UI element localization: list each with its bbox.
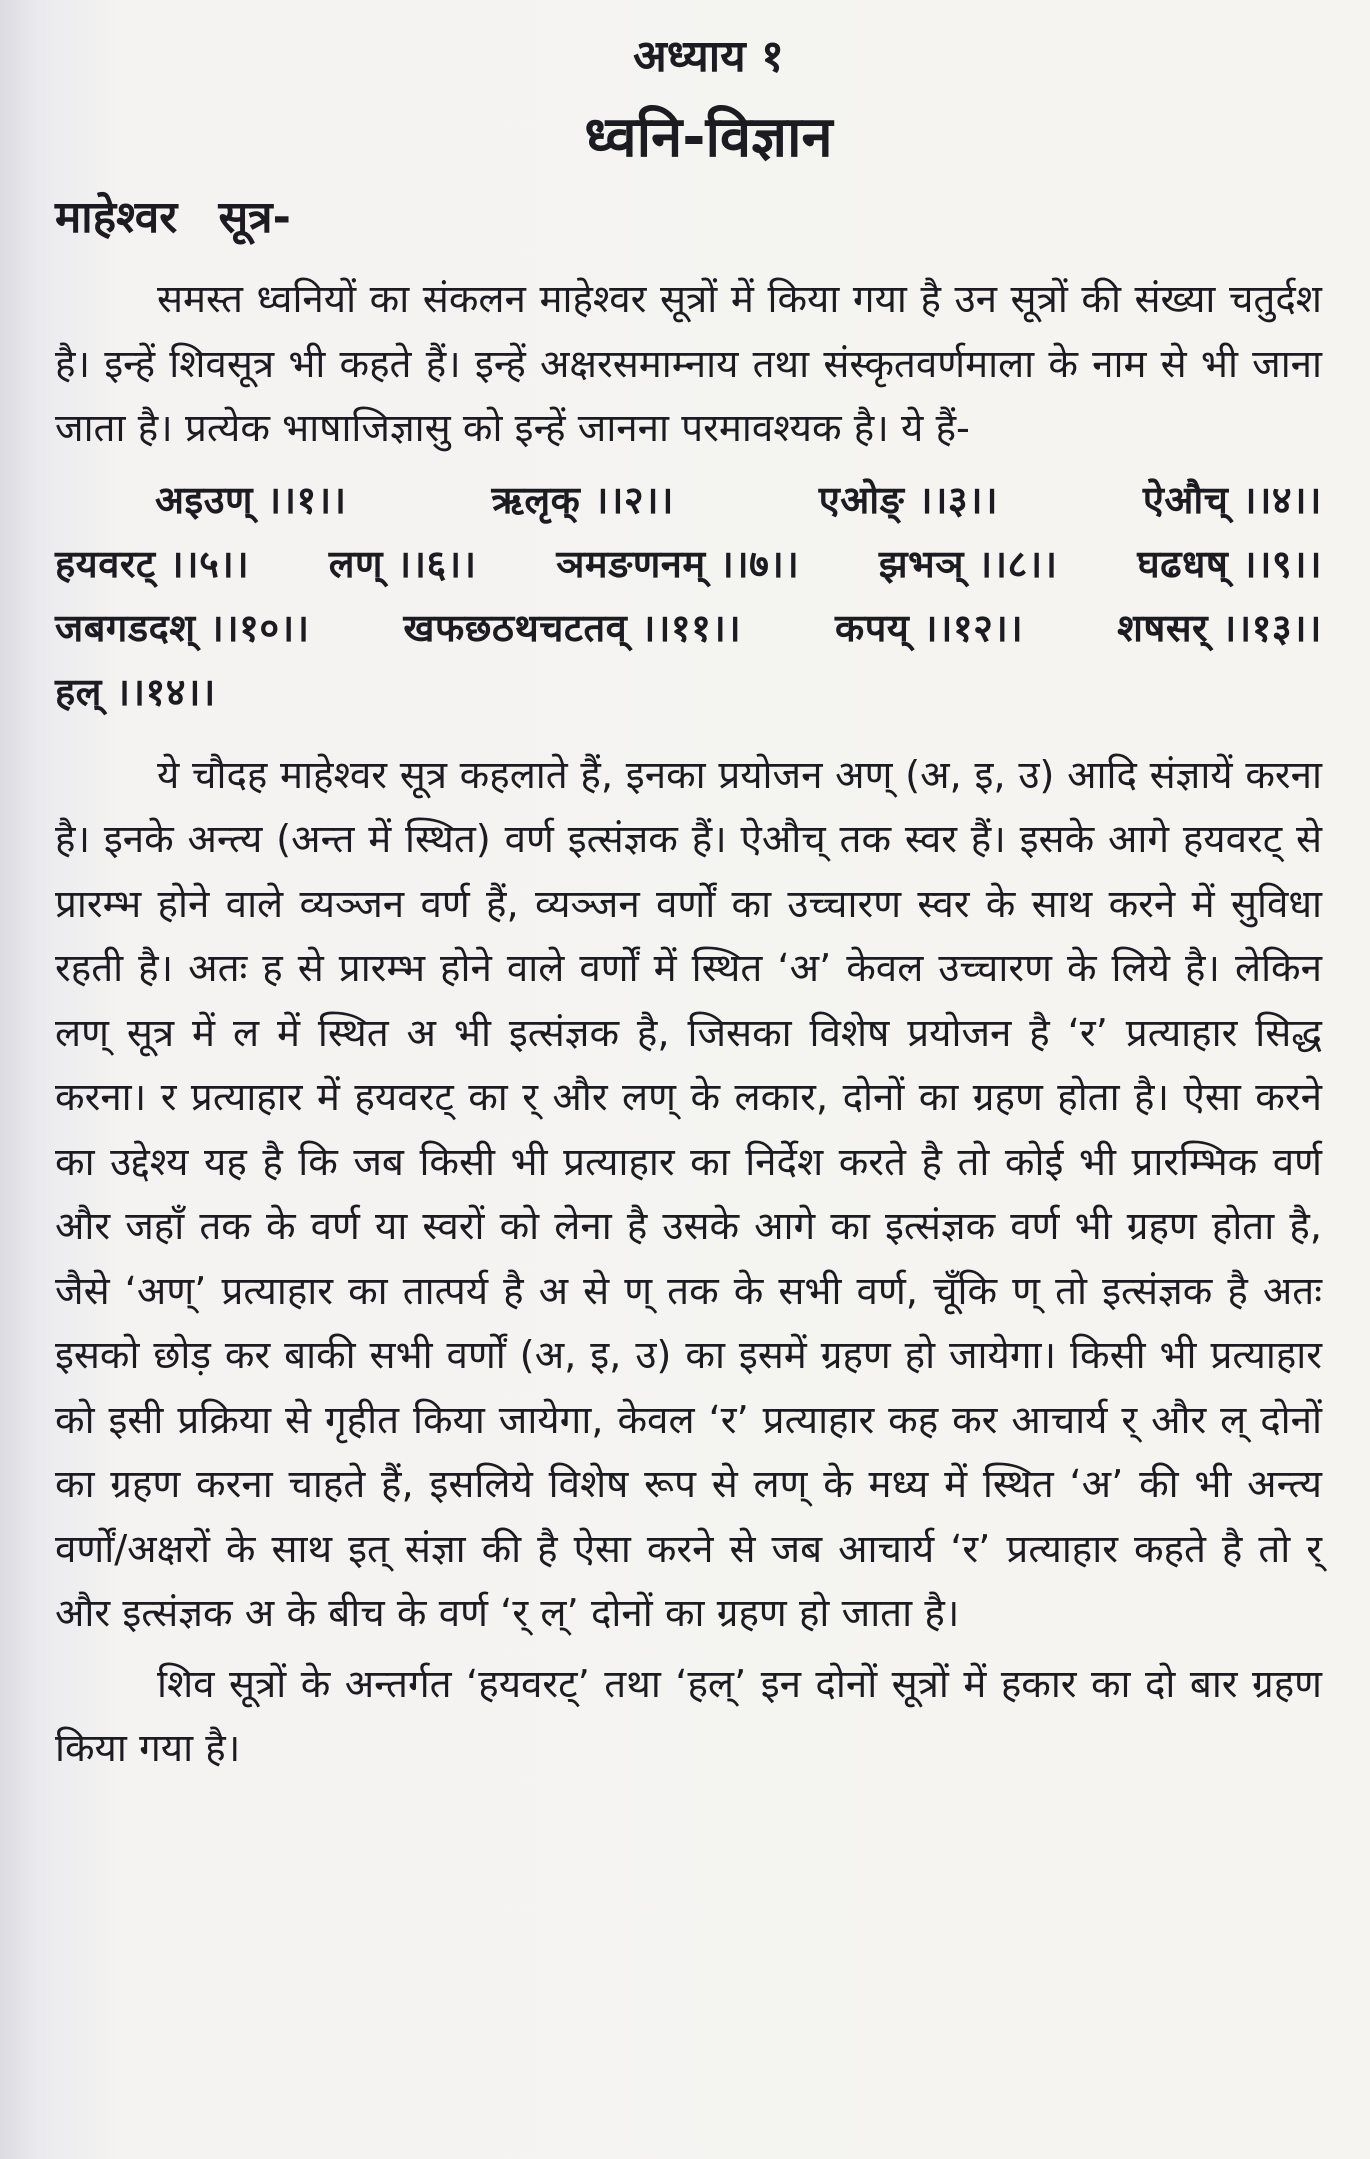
sutra-list	[55, 468, 1322, 724]
sutra-item: खफछठथचटतव् ।।११।।	[403, 605, 742, 650]
sutra-item: अइउण् ।।१।।	[155, 477, 347, 522]
sutra-item: ञमङणनम् ।।७।।	[556, 541, 800, 586]
sutra-item: ऐऔच् ।।४।।	[1142, 477, 1322, 522]
sutra-item: शषसर् ।।१३।।	[1117, 605, 1322, 650]
intro-paragraph: समस्त ध्वनियों का संकलन माहेश्वर सूत्रों में किया गया है उन सूत्रों की संख्या चतुर्दश है। इन्हें शिवसूत्र भी कहते हैं। इन्हें अक्षरसमाम्नाय तथा संस्कृतवर्णमाला के नाम से भी जाना जाता है। प्रत्येक भाषाजिज्ञासु को इन्हें जानना परमावश्यक है। ये हैं-	[55, 277, 1323, 451]
explanation-paragraph: ये चौदह माहेश्वर सूत्र कहलाते हैं, इनका प्रयोजन अण् (अ, इ, उ) आदि संज्ञायें करना है। इनके अन्त्य (अन्त में स्थित) वर्ण इत्संज्ञक हैं। ऐऔच् तक स्वर हैं। इसके आगे हयवरट् से प्रारम्भ होने वाले व्यञ्जन वर्ण हैं, व्यञ्जन वर्णों का उच्चारण स्वर के साथ करने में सुविधा रहती है। अतः ह से प्रारम्भ होने वाले वर्णों में स्थित ‘अ’ केवल उच्चारण के लिये है। लेकिन लण् सूत्र में ल में स्थित अ भी इत्संज्ञक है, जिसका विशेष प्रयोजन है ‘र’ प्रत्याहार सिद्ध करना। र प्रत्याहार में हयवरट् का र् और लण् के लकार, दोनों का ग्रहण होता है। ऐसा करने का उद्देश्य यह है कि जब किसी भी प्रत्याहार का निर्देश करते है तो कोई भी प्रारम्भिक वर्ण और जहाँ तक के वर्ण या स्वरों को लेना है उसके आगे का इत्संज्ञक वर्ण भी ग्रहण होता है, जैसे ‘अण्’ प्रत्याहार का तात्पर्य है अ से ण् तक के सभी वर्ण, चूँकि ण् तो इत्संज्ञक है अतः इसको छोड़ कर बाकी सभी वर्णों (अ, इ, उ) का इसमें ग्रहण हो जायेगा। किसी भी प्रत्याहार को इसी प्रक्रिया से गृहीत किया जायेगा, केवल ‘र’ प्रत्याहार कह कर आचार्य र् और ल् दोनों का ग्रहण करना चाहते हैं, इसलिये विशेष रूप से लण् के मध्य में स्थित ‘अ’ की भी अन्त्य वर्णों/अक्षरों के साथ इत् संज्ञा की है ऐसा करने से जब आचार्य ‘र’ प्रत्याहार कहते है तो र् और इत्संज्ञक अ के बीच के वर्ण ‘र् ल्’ दोनों का ग्रहण हो जाता है।	[55, 752, 1322, 1636]
chapter-label: अध्याय १	[633, 31, 784, 82]
sutra-item: हयवरट् ।।५।।	[55, 541, 250, 586]
section-heading: माहेश्वर सूत्र-	[55, 192, 291, 243]
sutra-line	[55, 468, 1322, 532]
sutra-line	[55, 660, 1322, 724]
sutra-item: कपय् ।।१२।।	[835, 605, 1024, 650]
sutra-item: एओङ् ।।३।।	[818, 477, 998, 522]
sutra-item: जबगडदश् ।।१०।।	[55, 605, 310, 650]
sutra-item: ऋलृक् ।।२।।	[491, 477, 674, 522]
sutra-item: हल् ।।१४।।	[55, 669, 216, 714]
sutra-item: लण् ।।६।।	[328, 541, 477, 586]
closing-paragraph: शिव सूत्रों के अन्तर्गत ‘हयवरट्’ तथा ‘हल्’ इन दोनों सूत्रों में हकार का दो बार ग्रहण किया गया है।	[55, 1661, 1322, 1771]
chapter-title: ध्वनि-विज्ञान	[584, 105, 833, 170]
sutra-item: झभञ् ।।८।।	[878, 541, 1058, 586]
sutra-line	[55, 532, 1322, 596]
sutra-line	[55, 596, 1322, 660]
sutra-item: घढधष् ।।९।।	[1137, 541, 1322, 586]
